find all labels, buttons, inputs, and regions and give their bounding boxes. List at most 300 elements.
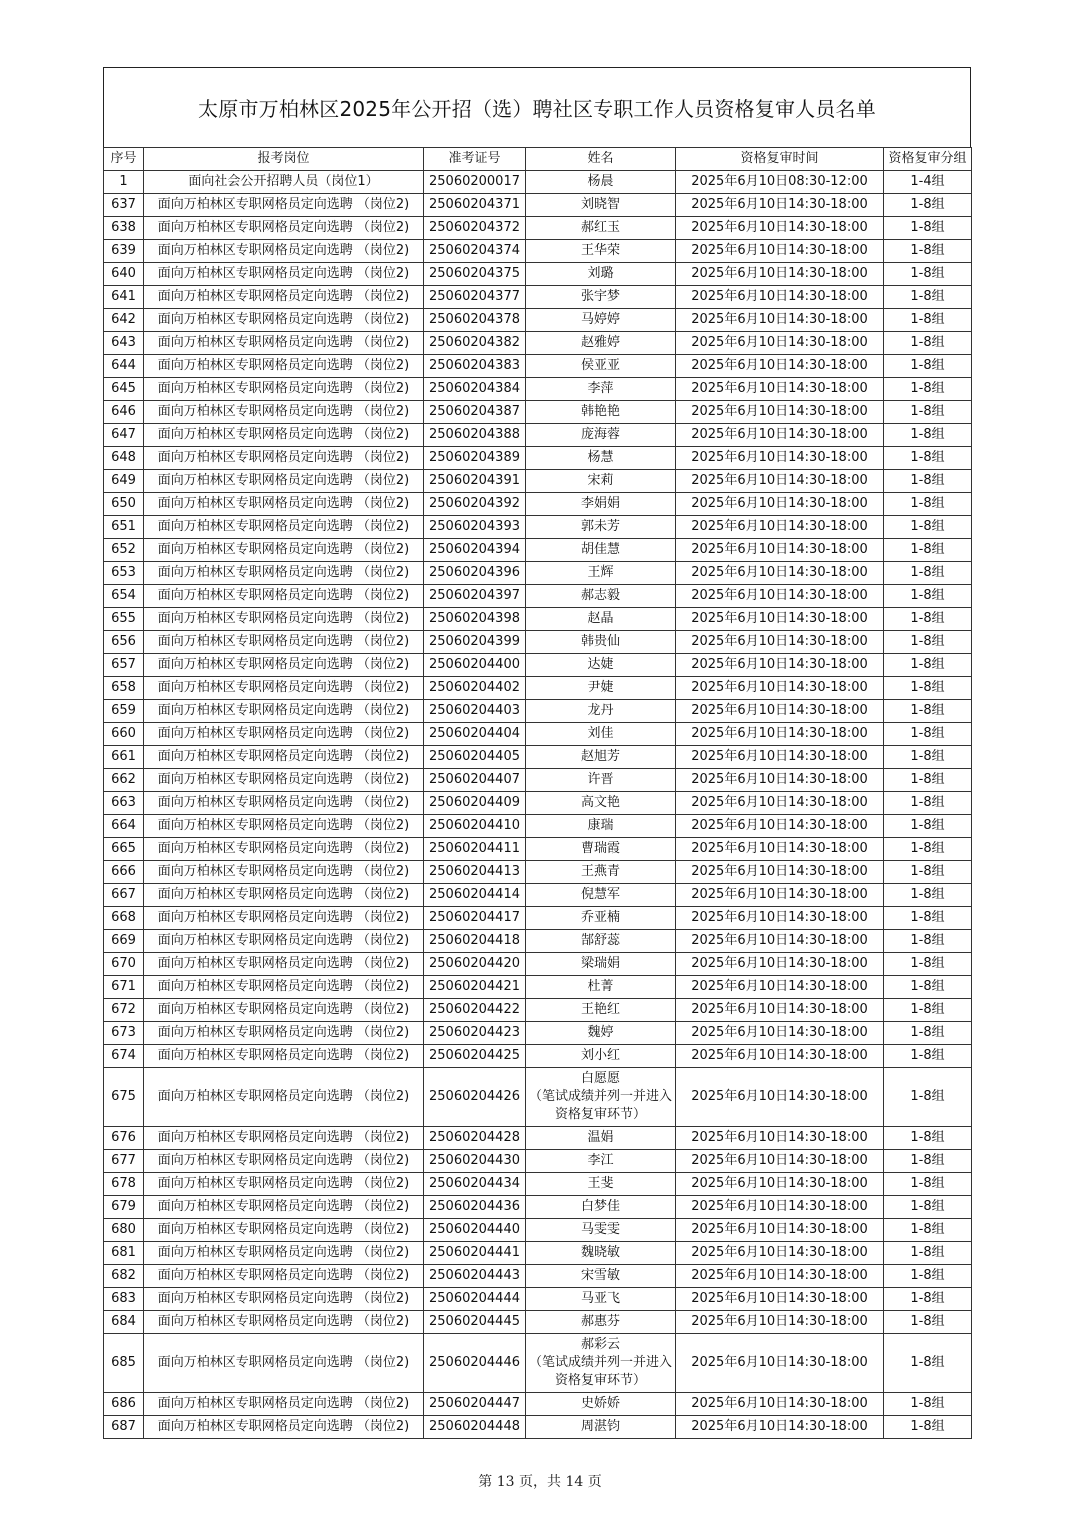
cell-no: 650 (104, 493, 144, 516)
cell-group: 1-8组 (884, 677, 972, 700)
cell-name: 郜舒蕊 (526, 930, 676, 953)
cell-id: 25060204444 (424, 1288, 526, 1311)
cell-name: 马雯雯 (526, 1219, 676, 1242)
table-row (104, 1150, 972, 1173)
cell-name: 郝惠芬 (526, 1311, 676, 1334)
cell-id: 25060204399 (424, 631, 526, 654)
cell-group: 1-8组 (884, 332, 972, 355)
cell-post: 面向万柏林区专职网格员定向选聘 （岗位2) (144, 838, 424, 861)
cell-group: 1-8组 (884, 539, 972, 562)
table-row (104, 355, 972, 378)
cell-group: 1-8组 (884, 608, 972, 631)
cell-name: 王燕青 (526, 861, 676, 884)
cell-group: 1-8组 (884, 1173, 972, 1196)
cell-no: 662 (104, 769, 144, 792)
cell-post: 面向万柏林区专职网格员定向选聘 （岗位2) (144, 401, 424, 424)
cell-time: 2025年6月10日14:30-18:00 (676, 1045, 884, 1068)
cell-id: 25060204414 (424, 884, 526, 907)
cell-time: 2025年6月10日14:30-18:00 (676, 1068, 884, 1127)
cell-name (526, 1334, 676, 1393)
cell-time: 2025年6月10日14:30-18:00 (676, 194, 884, 217)
cell-group: 1-8组 (884, 1393, 972, 1416)
cell-no: 654 (104, 585, 144, 608)
cell-id: 25060204434 (424, 1173, 526, 1196)
cell-time: 2025年6月10日14:30-18:00 (676, 562, 884, 585)
cell-no: 659 (104, 700, 144, 723)
cell-time: 2025年6月10日14:30-18:00 (676, 654, 884, 677)
cell-id: 25060204436 (424, 1196, 526, 1219)
cell-group: 1-8组 (884, 930, 972, 953)
cell-group: 1-8组 (884, 447, 972, 470)
cell-name: 魏晓敏 (526, 1242, 676, 1265)
table-row (104, 1173, 972, 1196)
cell-id: 25060204407 (424, 769, 526, 792)
cell-group: 1-8组 (884, 815, 972, 838)
cell-id: 25060204383 (424, 355, 526, 378)
cell-time: 2025年6月10日14:30-18:00 (676, 401, 884, 424)
cell-id: 25060204396 (424, 562, 526, 585)
table-row (104, 654, 972, 677)
cell-id: 25060204448 (424, 1416, 526, 1439)
cell-time: 2025年6月10日14:30-18:00 (676, 1150, 884, 1173)
cell-time: 2025年6月10日14:30-18:00 (676, 746, 884, 769)
table-row (104, 1127, 972, 1150)
cell-no: 682 (104, 1265, 144, 1288)
cell-group: 1-8组 (884, 1045, 972, 1068)
cell-no: 652 (104, 539, 144, 562)
cell-name: 王艳红 (526, 999, 676, 1022)
cell-time: 2025年6月10日14:30-18:00 (676, 1288, 884, 1311)
cell-time: 2025年6月10日14:30-18:00 (676, 1334, 884, 1393)
cell-post: 面向万柏林区专职网格员定向选聘 （岗位2) (144, 1242, 424, 1265)
table-row (104, 907, 972, 930)
cell-post: 面向万柏林区专职网格员定向选聘 （岗位2) (144, 792, 424, 815)
title-box (103, 67, 971, 147)
cell-id: 25060204391 (424, 470, 526, 493)
cell-group: 1-8组 (884, 470, 972, 493)
cell-id: 25060204418 (424, 930, 526, 953)
cell-id: 25060204428 (424, 1127, 526, 1150)
cell-no: 667 (104, 884, 144, 907)
cell-time: 2025年6月10日14:30-18:00 (676, 309, 884, 332)
cell-post: 面向万柏林区专职网格员定向选聘 （岗位2) (144, 884, 424, 907)
cell-name: 杜菁 (526, 976, 676, 999)
cell-time: 2025年6月10日14:30-18:00 (676, 723, 884, 746)
cell-post: 面向万柏林区专职网格员定向选聘 （岗位2) (144, 1265, 424, 1288)
cell-id: 25060204377 (424, 286, 526, 309)
cell-group: 1-8组 (884, 1311, 972, 1334)
cell-post: 面向万柏林区专职网格员定向选聘 （岗位2) (144, 286, 424, 309)
cell-group: 1-8组 (884, 631, 972, 654)
cell-name: 韩贵仙 (526, 631, 676, 654)
cell-no: 681 (104, 1242, 144, 1265)
name-text: 白愿愿 (580, 1071, 620, 1086)
cell-group: 1-8组 (884, 907, 972, 930)
cell-id: 25060204398 (424, 608, 526, 631)
table-row (104, 608, 972, 631)
cell-no: 669 (104, 930, 144, 953)
header-no: 序号 (104, 148, 144, 171)
cell-time: 2025年6月10日14:30-18:00 (676, 332, 884, 355)
cell-no: 685 (104, 1334, 144, 1393)
cell-group: 1-8组 (884, 401, 972, 424)
cell-id: 25060200017 (424, 171, 526, 194)
cell-time: 2025年6月10日14:30-18:00 (676, 217, 884, 240)
cell-name: 白梦佳 (526, 1196, 676, 1219)
cell-no: 643 (104, 332, 144, 355)
cell-group: 1-8组 (884, 861, 972, 884)
cell-post: 面向万柏林区专职网格员定向选聘 （岗位2) (144, 654, 424, 677)
cell-id: 25060204425 (424, 1045, 526, 1068)
cell-name: 达婕 (526, 654, 676, 677)
cell-id: 25060204445 (424, 1311, 526, 1334)
cell-post: 面向万柏林区专职网格员定向选聘 （岗位2) (144, 746, 424, 769)
cell-name: 龙丹 (526, 700, 676, 723)
cell-time: 2025年6月10日14:30-18:00 (676, 907, 884, 930)
cell-post: 面向万柏林区专职网格员定向选聘 （岗位2) (144, 355, 424, 378)
cell-no: 683 (104, 1288, 144, 1311)
cell-post: 面向万柏林区专职网格员定向选聘 （岗位2) (144, 631, 424, 654)
cell-group: 1-8组 (884, 286, 972, 309)
cell-group: 1-8组 (884, 746, 972, 769)
cell-time: 2025年6月10日14:30-18:00 (676, 493, 884, 516)
cell-group: 1-8组 (884, 355, 972, 378)
cell-no: 646 (104, 401, 144, 424)
cell-time: 2025年6月10日14:30-18:00 (676, 677, 884, 700)
cell-group: 1-8组 (884, 999, 972, 1022)
cell-name: 庞海蓉 (526, 424, 676, 447)
cell-post: 面向万柏林区专职网格员定向选聘 （岗位2) (144, 608, 424, 631)
cell-no: 655 (104, 608, 144, 631)
cell-time: 2025年6月10日14:30-18:00 (676, 1127, 884, 1150)
cell-group: 1-8组 (884, 217, 972, 240)
cell-post: 面向万柏林区专职网格员定向选聘 （岗位2) (144, 930, 424, 953)
cell-id: 25060204400 (424, 654, 526, 677)
table-row (104, 263, 972, 286)
cell-id: 25060204441 (424, 1242, 526, 1265)
cell-id: 25060204397 (424, 585, 526, 608)
cell-group: 1-8组 (884, 562, 972, 585)
table-row (104, 1288, 972, 1311)
cell-post: 面向万柏林区专职网格员定向选聘 （岗位2) (144, 815, 424, 838)
cell-post: 面向万柏林区专职网格员定向选聘 （岗位2) (144, 562, 424, 585)
cell-time: 2025年6月10日14:30-18:00 (676, 1393, 884, 1416)
cell-post: 面向万柏林区专职网格员定向选聘 （岗位2) (144, 1173, 424, 1196)
cell-time: 2025年6月10日14:30-18:00 (676, 861, 884, 884)
table-row (104, 286, 972, 309)
cell-post: 面向万柏林区专职网格员定向选聘 （岗位2) (144, 378, 424, 401)
cell-time: 2025年6月10日14:30-18:00 (676, 470, 884, 493)
table-row (104, 539, 972, 562)
cell-name: 杨慧 (526, 447, 676, 470)
cell-name: 刘璐 (526, 263, 676, 286)
cell-post: 面向万柏林区专职网格员定向选聘 （岗位2) (144, 953, 424, 976)
cell-time: 2025年6月10日14:30-18:00 (676, 1311, 884, 1334)
cell-post: 面向万柏林区专职网格员定向选聘 （岗位2) (144, 309, 424, 332)
cell-no: 665 (104, 838, 144, 861)
cell-id: 25060204446 (424, 1334, 526, 1393)
table-row (104, 424, 972, 447)
page-footer: 第 13 页，共 14 页 (478, 1474, 602, 1490)
cell-name: 康瑞 (526, 815, 676, 838)
table-row (104, 792, 972, 815)
cell-no: 641 (104, 286, 144, 309)
cell-no: 678 (104, 1173, 144, 1196)
cell-id: 25060204410 (424, 815, 526, 838)
cell-group: 1-8组 (884, 240, 972, 263)
cell-time: 2025年6月10日14:30-18:00 (676, 838, 884, 861)
cell-post: 面向万柏林区专职网格员定向选聘 （岗位2) (144, 1393, 424, 1416)
cell-post: 面向万柏林区专职网格员定向选聘 （岗位2) (144, 1219, 424, 1242)
cell-name: 韩艳艳 (526, 401, 676, 424)
cell-name (526, 1068, 676, 1127)
cell-no: 649 (104, 470, 144, 493)
cell-no: 645 (104, 378, 144, 401)
cell-time: 2025年6月10日14:30-18:00 (676, 1242, 884, 1265)
cell-time: 2025年6月10日14:30-18:00 (676, 240, 884, 263)
cell-post: 面向万柏林区专职网格员定向选聘 （岗位2) (144, 217, 424, 240)
cell-name: 杨晨 (526, 171, 676, 194)
cell-post: 面向万柏林区专职网格员定向选聘 （岗位2) (144, 976, 424, 999)
cell-id: 25060204409 (424, 792, 526, 815)
cell-post: 面向万柏林区专职网格员定向选聘 （岗位2) (144, 723, 424, 746)
cell-id: 25060204440 (424, 1219, 526, 1242)
table-row (104, 378, 972, 401)
header-id: 准考证号 (424, 148, 526, 171)
header-name: 姓名 (526, 148, 676, 171)
cell-time: 2025年6月10日14:30-18:00 (676, 355, 884, 378)
cell-name: 李江 (526, 1150, 676, 1173)
cell-id: 25060204430 (424, 1150, 526, 1173)
cell-name: 宋雪敏 (526, 1265, 676, 1288)
table-row (104, 1334, 972, 1393)
cell-time: 2025年6月10日14:30-18:00 (676, 1196, 884, 1219)
table-body (104, 171, 972, 1439)
cell-name: 倪慧军 (526, 884, 676, 907)
cell-post: 面向万柏林区专职网格员定向选聘 （岗位2) (144, 447, 424, 470)
cell-name: 周湛钧 (526, 1416, 676, 1439)
cell-post: 面向万柏林区专职网格员定向选聘 （岗位2) (144, 1288, 424, 1311)
cell-name: 郝志毅 (526, 585, 676, 608)
cell-group: 1-8组 (884, 378, 972, 401)
roster-sheet (103, 67, 971, 1439)
cell-name: 李萍 (526, 378, 676, 401)
cell-name: 王华荣 (526, 240, 676, 263)
cell-post: 面向万柏林区专职网格员定向选聘 （岗位2) (144, 999, 424, 1022)
cell-id: 25060204422 (424, 999, 526, 1022)
cell-no: 671 (104, 976, 144, 999)
cell-id: 25060204392 (424, 493, 526, 516)
cell-time: 2025年6月10日14:30-18:00 (676, 539, 884, 562)
cell-time: 2025年6月10日14:30-18:00 (676, 953, 884, 976)
cell-no: 687 (104, 1416, 144, 1439)
cell-no: 676 (104, 1127, 144, 1150)
cell-name: 尹婕 (526, 677, 676, 700)
cell-name: 郭未芳 (526, 516, 676, 539)
cell-time: 2025年6月10日14:30-18:00 (676, 976, 884, 999)
cell-group: 1-8组 (884, 769, 972, 792)
table-row (104, 1265, 972, 1288)
cell-name: 郝红玉 (526, 217, 676, 240)
cell-id: 25060204375 (424, 263, 526, 286)
cell-group: 1-8组 (884, 953, 972, 976)
cell-post: 面向万柏林区专职网格员定向选聘 （岗位2) (144, 861, 424, 884)
table-header (104, 148, 972, 171)
header-group: 资格复审分组 (884, 148, 972, 171)
cell-group: 1-8组 (884, 1265, 972, 1288)
table-row (104, 631, 972, 654)
cell-time: 2025年6月10日14:30-18:00 (676, 1022, 884, 1045)
cell-name: 刘晓智 (526, 194, 676, 217)
cell-group: 1-8组 (884, 976, 972, 999)
table-row (104, 953, 972, 976)
cell-post: 面向万柏林区专职网格员定向选聘 （岗位2) (144, 1127, 424, 1150)
cell-post: 面向万柏林区专职网格员定向选聘 （岗位2) (144, 585, 424, 608)
cell-id: 25060204423 (424, 1022, 526, 1045)
table-row (104, 493, 972, 516)
cell-no: 642 (104, 309, 144, 332)
cell-id: 25060204374 (424, 240, 526, 263)
cell-name: 温娟 (526, 1127, 676, 1150)
cell-no: 1 (104, 171, 144, 194)
table-row (104, 769, 972, 792)
cell-no: 673 (104, 1022, 144, 1045)
cell-no: 680 (104, 1219, 144, 1242)
cell-id: 25060204417 (424, 907, 526, 930)
table-row (104, 1196, 972, 1219)
cell-time: 2025年6月10日14:30-18:00 (676, 1219, 884, 1242)
cell-time: 2025年6月10日14:30-18:00 (676, 424, 884, 447)
table-row (104, 1242, 972, 1265)
cell-name: 侯亚亚 (526, 355, 676, 378)
cell-name: 刘佳 (526, 723, 676, 746)
cell-id: 25060204405 (424, 746, 526, 769)
cell-no: 670 (104, 953, 144, 976)
cell-id: 25060204421 (424, 976, 526, 999)
cell-no: 656 (104, 631, 144, 654)
cell-no: 675 (104, 1068, 144, 1127)
cell-group: 1-8组 (884, 1022, 972, 1045)
cell-no: 668 (104, 907, 144, 930)
cell-no: 663 (104, 792, 144, 815)
table-row (104, 562, 972, 585)
table-row (104, 585, 972, 608)
name-note: （笔试成绩并列一并进入资格复审环节） (528, 1089, 672, 1122)
cell-post: 面向万柏林区专职网格员定向选聘 （岗位2) (144, 1196, 424, 1219)
cell-no: 666 (104, 861, 144, 884)
cell-post: 面向社会公开招聘人员（岗位1） (144, 171, 424, 194)
cell-no: 677 (104, 1150, 144, 1173)
table-row (104, 1022, 972, 1045)
cell-name: 赵雅婷 (526, 332, 676, 355)
cell-time: 2025年6月10日14:30-18:00 (676, 884, 884, 907)
table-row (104, 700, 972, 723)
cell-time: 2025年6月10日14:30-18:00 (676, 1265, 884, 1288)
table-row (104, 194, 972, 217)
cell-group: 1-8组 (884, 838, 972, 861)
cell-time: 2025年6月10日14:30-18:00 (676, 792, 884, 815)
cell-post: 面向万柏林区专职网格员定向选聘 （岗位2) (144, 1311, 424, 1334)
cell-post: 面向万柏林区专职网格员定向选聘 （岗位2) (144, 516, 424, 539)
cell-name: 胡佳慧 (526, 539, 676, 562)
cell-name: 高文艳 (526, 792, 676, 815)
cell-id: 25060204387 (424, 401, 526, 424)
cell-name: 许晋 (526, 769, 676, 792)
cell-time: 2025年6月10日14:30-18:00 (676, 700, 884, 723)
cell-name: 王斐 (526, 1173, 676, 1196)
cell-no: 648 (104, 447, 144, 470)
table-row (104, 976, 972, 999)
cell-time: 2025年6月10日14:30-18:00 (676, 286, 884, 309)
table-row (104, 838, 972, 861)
cell-no: 679 (104, 1196, 144, 1219)
cell-group: 1-8组 (884, 585, 972, 608)
table-row (104, 309, 972, 332)
cell-post: 面向万柏林区专职网格员定向选聘 （岗位2) (144, 194, 424, 217)
cell-group: 1-8组 (884, 194, 972, 217)
cell-post: 面向万柏林区专职网格员定向选聘 （岗位2) (144, 700, 424, 723)
cell-name: 赵晶 (526, 608, 676, 631)
cell-id: 25060204382 (424, 332, 526, 355)
table-row (104, 516, 972, 539)
cell-group: 1-8组 (884, 1127, 972, 1150)
cell-post: 面向万柏林区专职网格员定向选聘 （岗位2) (144, 263, 424, 286)
cell-time: 2025年6月10日14:30-18:00 (676, 999, 884, 1022)
cell-no: 684 (104, 1311, 144, 1334)
cell-no: 647 (104, 424, 144, 447)
cell-id: 25060204388 (424, 424, 526, 447)
table-row (104, 1416, 972, 1439)
cell-name: 史娇娇 (526, 1393, 676, 1416)
cell-name: 曹瑞霞 (526, 838, 676, 861)
cell-name: 魏婷 (526, 1022, 676, 1045)
table-row (104, 171, 972, 194)
table-row (104, 930, 972, 953)
table-row (104, 217, 972, 240)
cell-post: 面向万柏林区专职网格员定向选聘 （岗位2) (144, 677, 424, 700)
cell-group: 1-8组 (884, 723, 972, 746)
cell-time: 2025年6月10日14:30-18:00 (676, 1173, 884, 1196)
table-row (104, 884, 972, 907)
table-row (104, 447, 972, 470)
table-row (104, 1219, 972, 1242)
cell-id: 25060204389 (424, 447, 526, 470)
cell-group: 1-8组 (884, 1416, 972, 1439)
cell-id: 25060204393 (424, 516, 526, 539)
cell-post: 面向万柏林区专职网格员定向选聘 （岗位2) (144, 240, 424, 263)
cell-id: 25060204420 (424, 953, 526, 976)
cell-post: 面向万柏林区专职网格员定向选聘 （岗位2) (144, 424, 424, 447)
cell-group: 1-8组 (884, 1150, 972, 1173)
cell-no: 661 (104, 746, 144, 769)
cell-time: 2025年6月10日14:30-18:00 (676, 516, 884, 539)
cell-no: 664 (104, 815, 144, 838)
table-row (104, 677, 972, 700)
table-row (104, 815, 972, 838)
cell-no: 638 (104, 217, 144, 240)
cell-post: 面向万柏林区专职网格员定向选聘 （岗位2) (144, 1334, 424, 1393)
cell-id: 25060204447 (424, 1393, 526, 1416)
cell-time: 2025年6月10日14:30-18:00 (676, 447, 884, 470)
cell-no: 637 (104, 194, 144, 217)
cell-group: 1-8组 (884, 1334, 972, 1393)
cell-name: 乔亚楠 (526, 907, 676, 930)
name-text: 郝彩云 (580, 1337, 620, 1352)
cell-time: 2025年6月10日14:30-18:00 (676, 378, 884, 401)
cell-group: 1-8组 (884, 1242, 972, 1265)
cell-name: 王辉 (526, 562, 676, 585)
cell-time: 2025年6月10日14:30-18:00 (676, 1416, 884, 1439)
